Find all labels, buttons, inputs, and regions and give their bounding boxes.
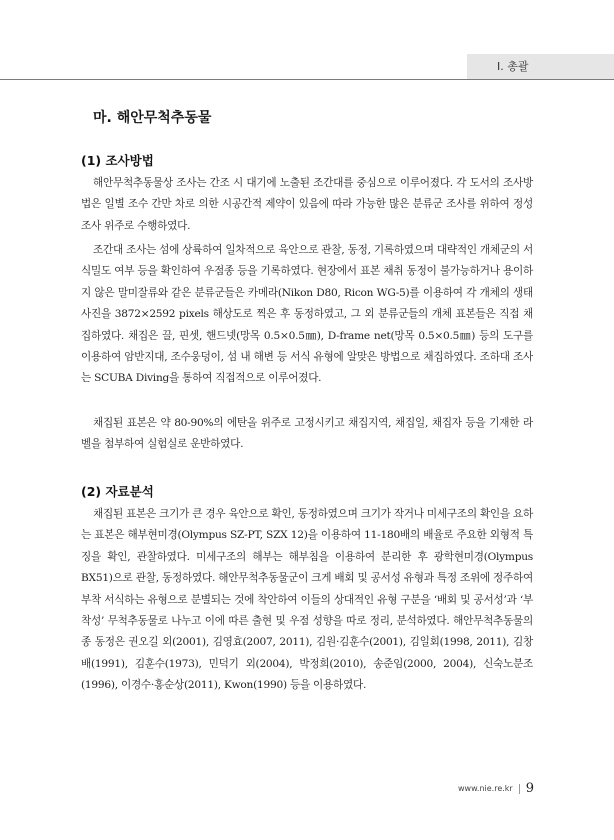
methods-paragraph-1: 해안무척추동물상 조사는 간조 시 대기에 노출된 조간대를 중심으로 이루어졌다. 각 도서의 조사방법은 일별 조수 간만 차로 의한 시공간적 제약이 있음에 따라 가능한 많은 분류군 조사를 위하여 정성 조사 위주로 수행하였다. — [81, 177, 533, 232]
section-title: 마. 해안무척추동물 — [93, 110, 212, 126]
chapter-label: Ⅰ. 총괄 — [497, 60, 529, 73]
header-rule — [0, 79, 614, 80]
subsection-title-methods: (1) 조사방법 — [81, 153, 154, 168]
page-number: 9 — [525, 781, 534, 796]
subsection-title-analysis: (2) 자료분석 — [81, 484, 154, 499]
chapter-tab — [467, 54, 614, 79]
analysis-paragraph-1: 채집된 표본은 크기가 큰 경우 육안으로 확인, 동정하였으며 크기가 작거나 미세구조의 확인을 요하는 표본은 해부현미경(Olympus SZ-PT, SZX 12)을 이용하여 11-180배의 배율로 주요한 외형적 특징을 확인, 관찰하였다. 미세구조의 해부는 해부침을 이용하여 분리한 후 광학현미경(Olympus BX51)으로 관찰, 동정하였다. 해안무척추동물군이 크게 배회 및 공서성 유형과 특정 조위에 정주하여 부착 서식하는 유형으로 분별되는 것에 착안하여 이들의 상대적인 유형 구분을 ‘배회 및 공서성’과 ‘부착성’ 무척추동물로 나누고 이에 따른 출현 및 우점 성향을 따로 정리, 분석하였다. 해안무척추동물의 종 동정은 권오길 외(2001), 김영효(2007, 2011), 김원·김훈수(2001), 김일회(1998, 2011), 김창배(1991), 김훈수(1973), 민덕기 외(2004), 박정희(2010), 송준임(2000, 2004), 신숙노분조(1996), 이경수·홍순상(2011), Kwon(1990) 등을 이용하였다. — [81, 508, 533, 692]
footer-url: www.nie.re.kr — [458, 784, 513, 793]
page-footer — [458, 781, 534, 796]
methods-paragraph-2: 조간대 조사는 섬에 상륙하여 일차적으로 육안으로 관찰, 동정, 기록하였으며 대략적인 개체군의 서식밀도 여부 등을 확인하여 우점종 등을 기록하였다. 현장에서 표본 채취 동정이 불가능하거나 용이하지 않은 말미잘류와 같은 분류군들은 카메라(Nikon D80, Ricon WG-5)를 이용하여 각 개체의 생태 사진을 3872×2592 pixels 해상도로 찍은 후 동정하였고, 그 외 분류군들의 개체 표본들은 직접 채집하였다. 채집은 끌, 핀셋, 핸드넷(망목 0.5×0.5㎜), D-frame net(망목 0.5×0.5㎜) 등의 도구를 이용하여 암반지대, 조수웅덩이, 섬 내 해변 등 서식 유형에 알맞은 방법으로 채집하였다. 조하대 조사는 SCUBA Diving을 통하여 직접적으로 이루어졌다. — [81, 244, 533, 385]
methods-paragraph-3: 채집된 표본은 약 80-90%의 에탄올 위주로 고정시키고 채집지역, 채집일, 채집자 등을 기재한 라벨을 첨부하여 실험실로 운반하였다. — [81, 417, 533, 451]
footer-separator — [519, 784, 520, 794]
